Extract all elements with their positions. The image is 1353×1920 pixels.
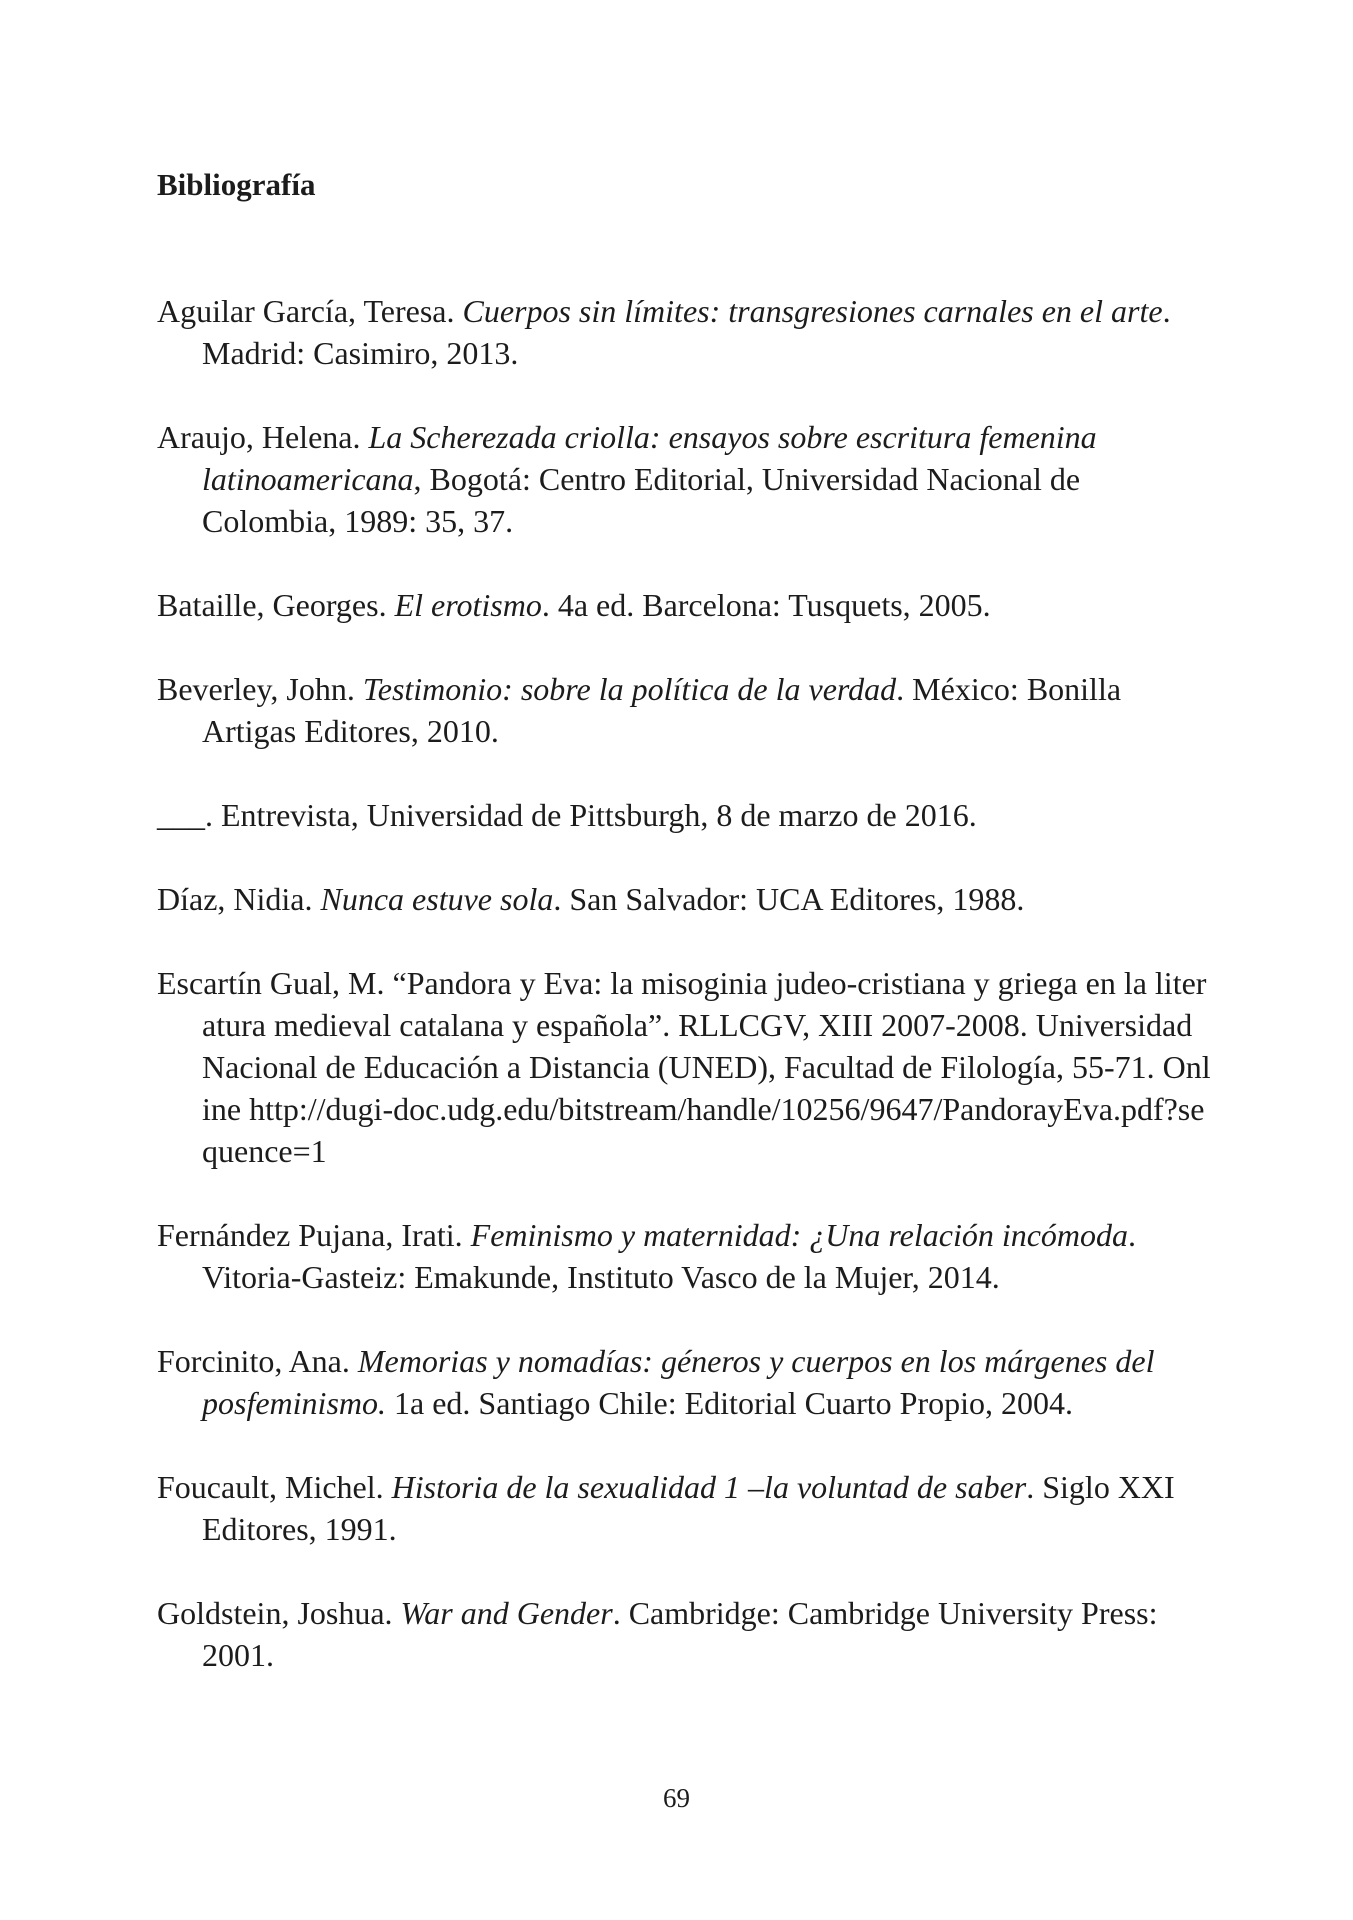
entry-publication: . México: Bonilla Artigas Editores, 2010.	[202, 671, 1122, 749]
entry-text: ___. Entrevista, Universidad de Pittsburgh, 8 de marzo de 2016.	[157, 797, 977, 833]
bibliography-entry-aguilar	[157, 290, 1217, 374]
entry-author: Bataille, Georges.	[157, 587, 395, 623]
page-number: 69	[663, 1783, 690, 1813]
entry-title: Memorias y nomadías: géneros y cuerpos en los márgenes del posfeminismo.	[202, 1343, 1155, 1421]
entry-publication: . San Salvador: UCA Editores, 1988.	[553, 881, 1025, 917]
bibliography-entry-bataille	[157, 584, 1217, 626]
entry-author: Forcinito, Ana.	[157, 1343, 358, 1379]
entry-author: Díaz, Nidia.	[157, 881, 321, 917]
entry-author: Goldstein, Joshua.	[157, 1595, 401, 1631]
entry-title: Feminismo y maternidad: ¿Una relación incómoda	[470, 1217, 1129, 1253]
entry-title: El erotismo	[394, 587, 542, 623]
entry-title: War and Gender	[400, 1595, 613, 1631]
entry-publication: . Siglo XXI Editores, 1991.	[202, 1469, 1175, 1547]
entry-text: Escartín Gual, M. “Pandora y Eva: la misoginia judeo-cristiana y griega en la literatura medieval catalana y española”. RLLCGV, XIII 2007-2008. Universidad Nacional de Educación a Distancia (UNED), Facultad de Filología, 55-71. Online http://dugi-doc.udg.edu/bitstream/handle/10256/9647/PandorayEva.pdf?sequence=1	[157, 965, 1211, 1169]
entry-title: Historia de la sexualidad 1 –la voluntad de saber	[391, 1469, 1027, 1505]
entry-title: Nunca estuve sola	[320, 881, 554, 917]
entry-publication: . Cambridge: Cambridge University Press: 2001.	[202, 1595, 1158, 1673]
bibliography-entry-araujo	[157, 416, 1217, 542]
entry-author: Beverley, John.	[157, 671, 363, 707]
entry-publication: . Madrid: Casimiro, 2013.	[202, 293, 1171, 371]
entry-author: Fernández Pujana, Irati.	[157, 1217, 471, 1253]
entry-publication: . Vitoria-Gasteiz: Emakunde, Instituto Vasco de la Mujer, 2014.	[202, 1217, 1137, 1295]
bibliography-heading: Bibliografía	[157, 167, 316, 202]
entry-title: Cuerpos sin límites: transgresiones carnales en el arte	[462, 293, 1163, 329]
entry-author: Foucault, Michel.	[157, 1469, 392, 1505]
entry-author: Aguilar García, Teresa.	[157, 293, 463, 329]
bibliography-entry-foucault	[157, 1466, 1217, 1550]
entry-publication: . 4a ed. Barcelona: Tusquets, 2005.	[541, 587, 991, 623]
entry-publication: 1a ed. Santiago Chile: Editorial Cuarto Propio, 2004.	[386, 1385, 1074, 1421]
entry-publication: , Bogotá: Centro Editorial, Universidad Nacional de Colombia, 1989: 35, 37.	[202, 461, 1081, 539]
bibliography-entry-escartin	[157, 962, 1217, 1172]
bibliography-list	[157, 290, 1217, 1718]
entry-author: Araujo, Helena.	[157, 419, 369, 455]
bibliography-entry-diaz	[157, 878, 1217, 920]
bibliography-entry-fernandez	[157, 1214, 1217, 1298]
bibliography-entry-forcinito	[157, 1340, 1217, 1424]
bibliography-entry-goldstein	[157, 1592, 1217, 1676]
bibliography-entry-beverley	[157, 668, 1217, 752]
bibliography-entry-beverley-interview	[157, 794, 1217, 836]
entry-title: La Scherezada criolla: ensayos sobre escritura femenina latinoamericana	[202, 419, 1097, 497]
entry-title: Testimonio: sobre la política de la verdad	[362, 671, 897, 707]
